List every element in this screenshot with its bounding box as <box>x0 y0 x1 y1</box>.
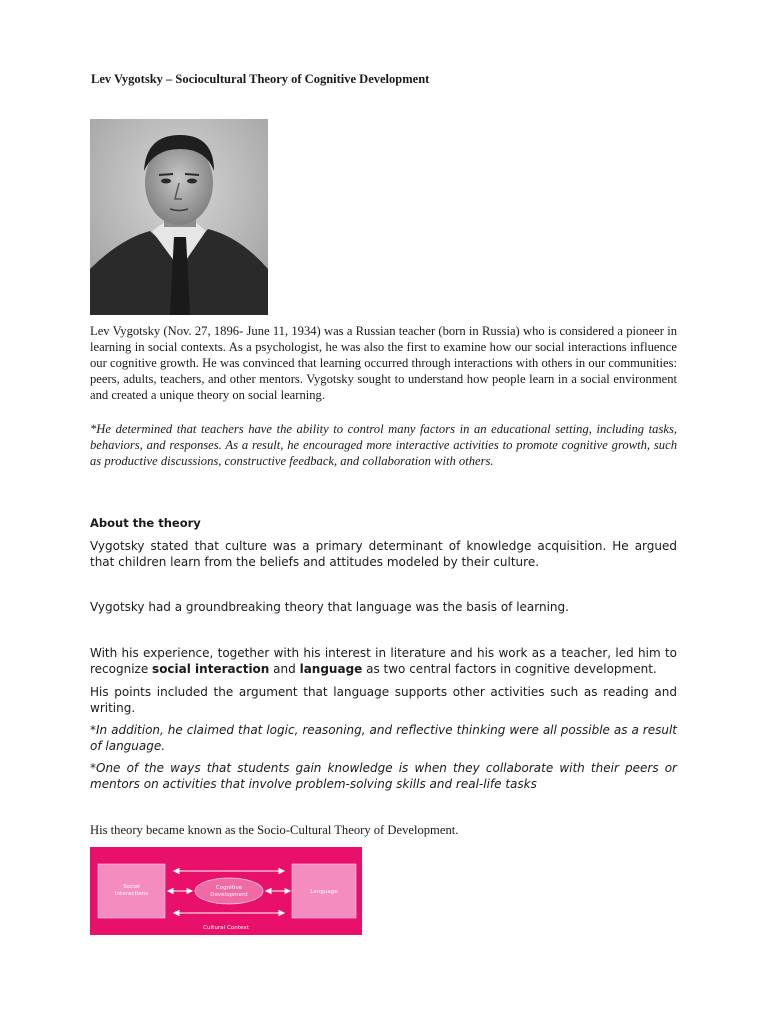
cultural-context-label: Cultural Context <box>203 925 249 931</box>
experience-text-after: as two central factors in cognitive development. <box>362 662 657 676</box>
experience-text-middle: and <box>269 662 300 676</box>
language-term: language <box>299 662 363 676</box>
cognitive-label-line1: Cognitive <box>215 885 243 891</box>
theory-known-paragraph: His theory became known as the Socio-Cultural Theory of Development. <box>90 823 459 837</box>
experience-text-before: With his experience, together with his interest in literature and his work as a teacher, led him to recognize <box>90 646 677 676</box>
social-label-line1: Social <box>123 884 140 890</box>
about-theory-heading: About the theory <box>90 516 201 530</box>
cognitive-label-line2: Development <box>210 892 248 898</box>
about-language-paragraph: Vygotsky had a groundbreaking theory that language was the basis of learning. <box>90 600 569 614</box>
intro-paragraph: Lev Vygotsky (Nov. 27, 1896- June 11, 1934) was a Russian teacher (born in Russia) who is considered a pioneer in learning in social contexts. As a psychologist, he was also the first to examine how our social interactions influence our cognitive growth. He was convinced that learning occurred through interactions with others in our communities: peers, adults, teachers, and other mentors. Vygotsky sought to understand how people learn in a social environment and created a unique theory on social learning. <box>90 324 677 402</box>
about-culture-paragraph: Vygotsky stated that culture was a primary determinant of knowledge acquisition. He argued that children learn from the beliefs and attitudes modeled by their culture. <box>90 539 677 569</box>
social-interaction-term: social interaction <box>152 662 270 676</box>
social-label-line2: Interactions <box>114 891 149 897</box>
language-label: Language <box>310 889 338 895</box>
points-paragraph: His points included the argument that language supports other activities such as reading and writing. <box>90 685 677 715</box>
cognitive-development-ellipse <box>195 878 263 904</box>
document-title: Lev Vygotsky – Sociocultural Theory of Cognitive Development <box>91 72 430 86</box>
sociocultural-diagram <box>90 847 362 935</box>
note-teachers-paragraph: *He determined that teachers have the ability to control many factors in an educational setting, including tasks, behaviors, and responses. As a result, he encouraged more interactive activities to promote cognitive growth, such as productive discussions, constructive feedback, and collaboration with others. <box>90 422 677 468</box>
note-logic-paragraph: *In addition, he claimed that logic, reasoning, and reflective thinking were all possible as a result of language. <box>90 723 677 753</box>
note-students-paragraph: *One of the ways that students gain knowledge is when they collaborate with their peers or mentors on activities that involve problem-solving skills and real-life tasks <box>90 761 677 791</box>
experience-paragraph <box>90 645 677 677</box>
portrait-photo-icon <box>90 119 268 315</box>
